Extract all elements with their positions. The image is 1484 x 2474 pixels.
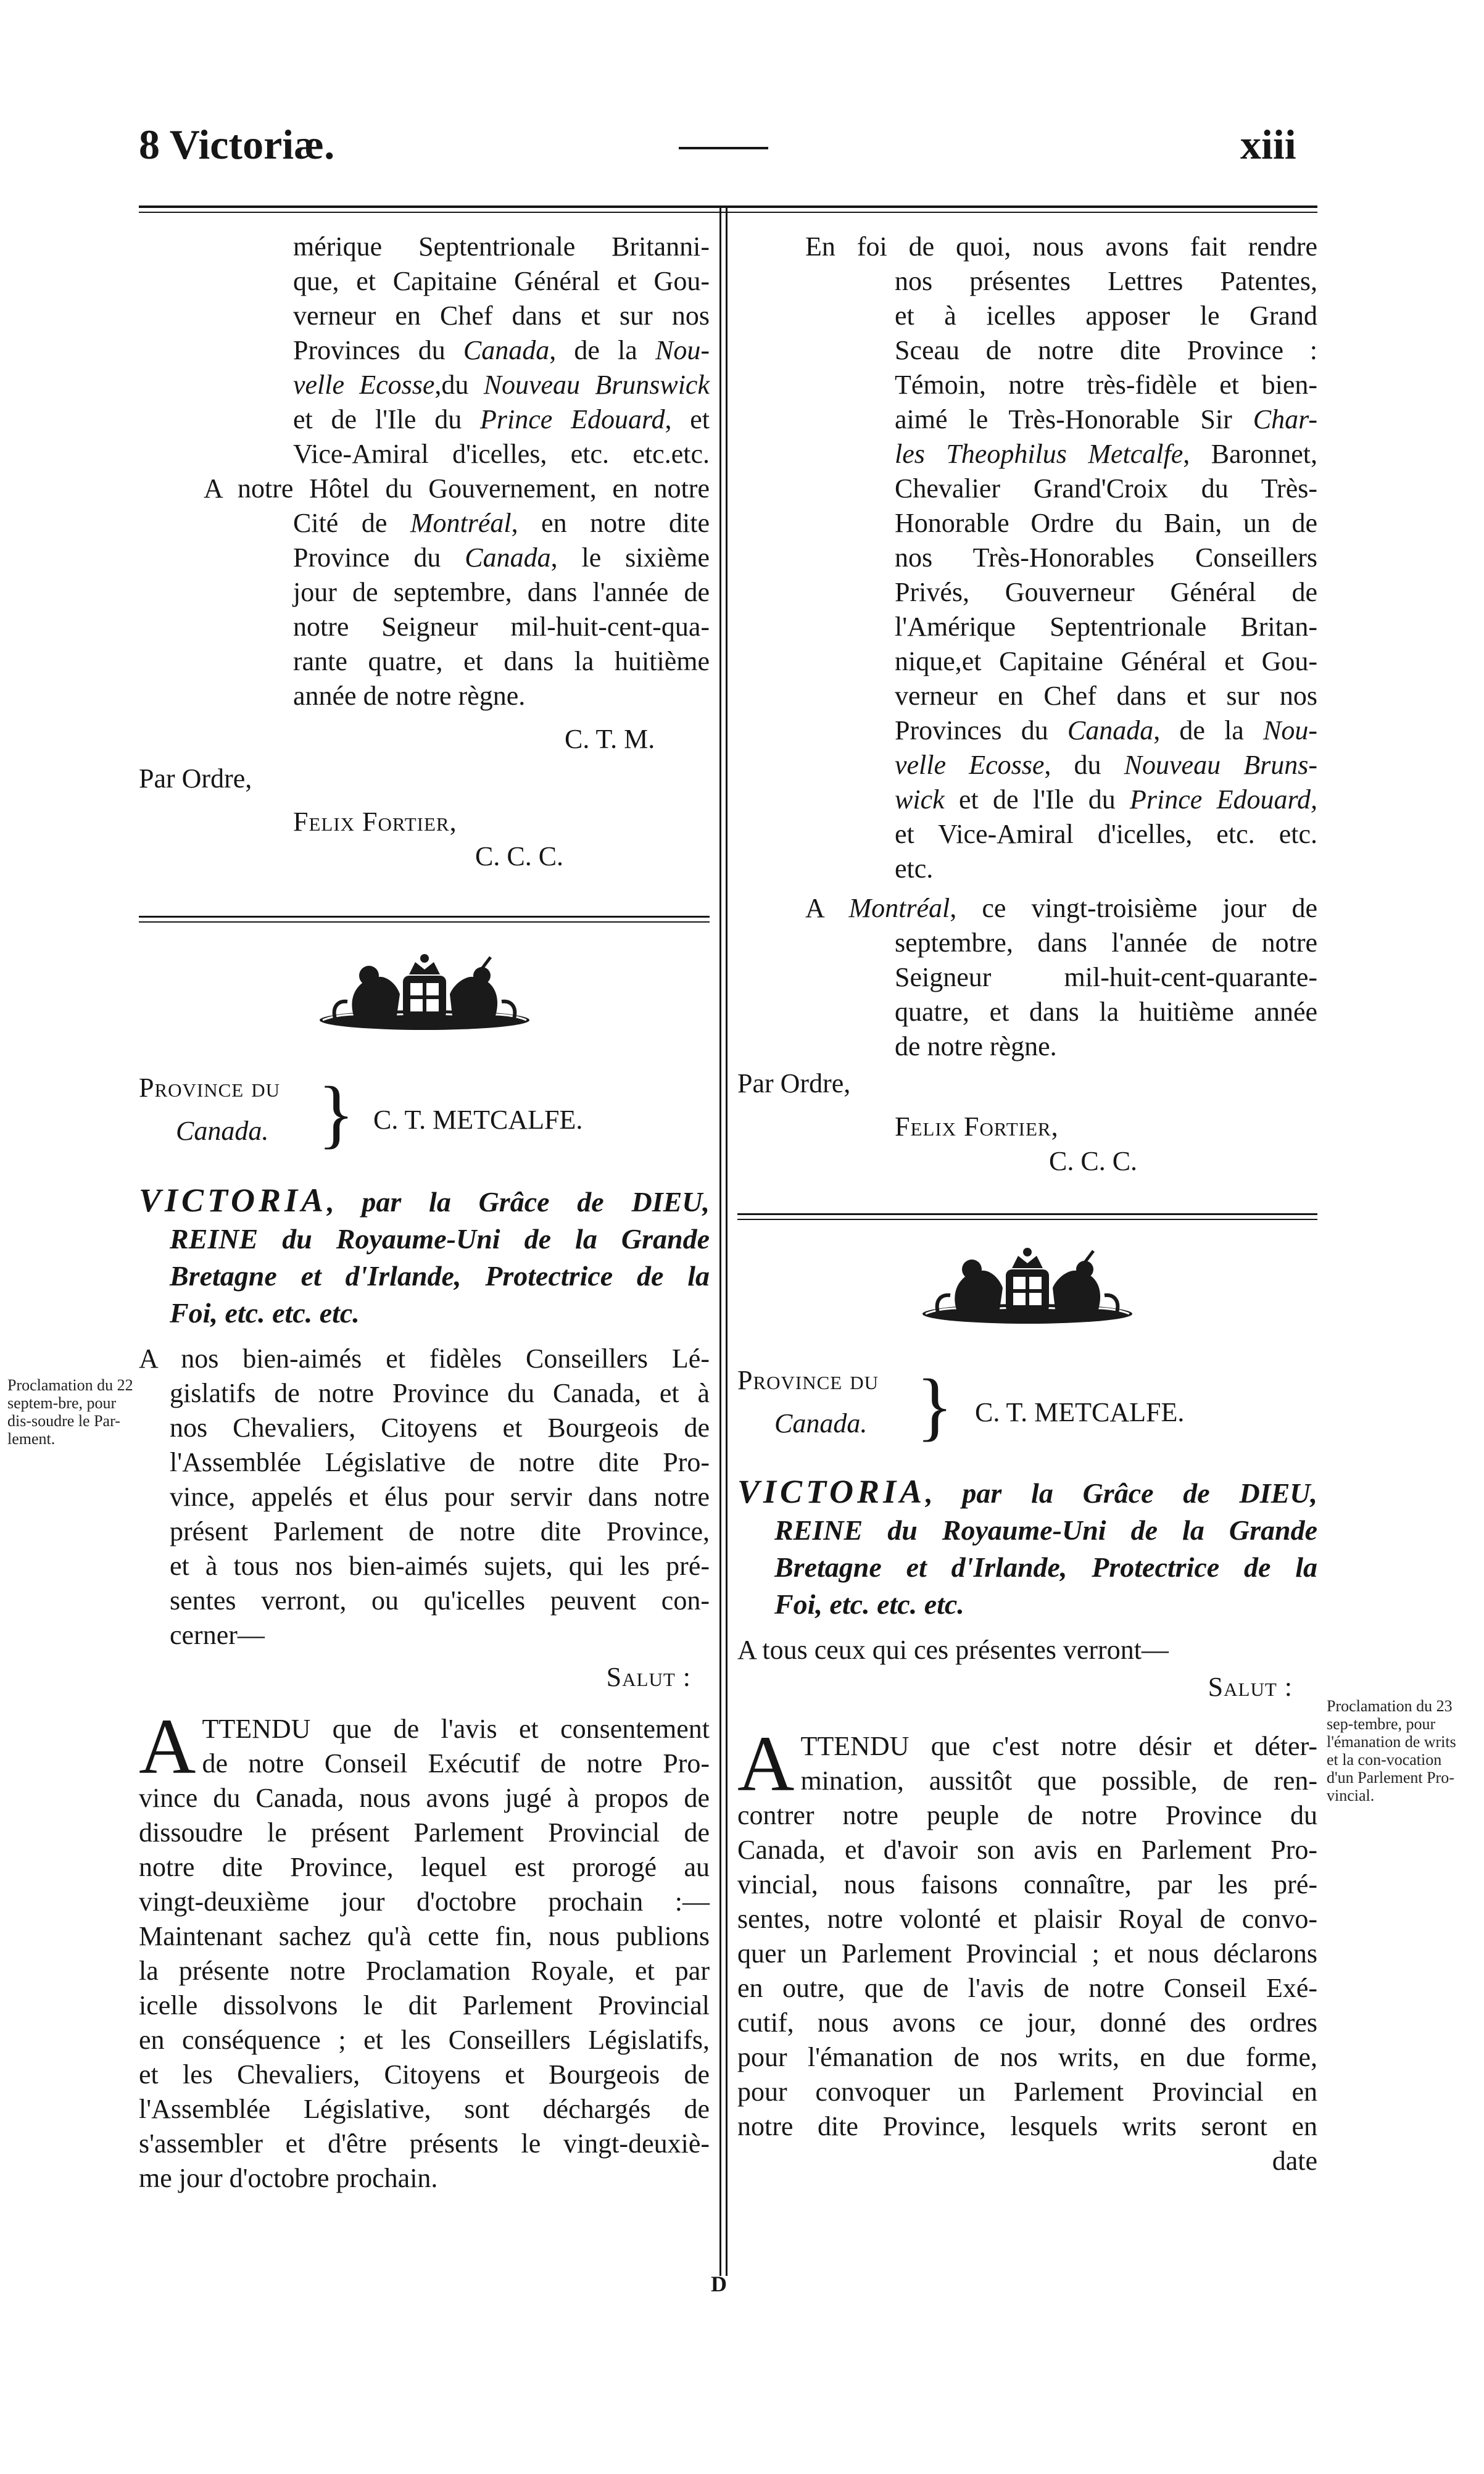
- text-line: A Montréal, ce vingt-troisième jour de: [805, 893, 1317, 923]
- brace: }: [318, 1071, 355, 1156]
- witness-clause: [737, 230, 1317, 886]
- right-column: [737, 230, 1317, 2178]
- text-line: TTENDU que c'est notre désir et déter-: [800, 1731, 1317, 1761]
- text-line: nos Très-Honorables Conseillers: [895, 542, 1317, 573]
- text-line: velle Ecosse, du Nouveau Bruns-: [895, 750, 1318, 780]
- text-line: l'Assemblée Législative, sont déchargés de: [139, 2094, 710, 2124]
- victoria-title: VICTORIA, par la Grâce de DIEU, REINE du Royaume-Uni de la Grande Bretagne et d'Irlande, Protectrice de la Foi, etc. etc. etc.: [139, 1182, 710, 1329]
- text-line: cerner—: [170, 1620, 265, 1650]
- left-column: [139, 230, 710, 2196]
- header-rule: [139, 205, 1317, 208]
- proclamation-body: [737, 1720, 1317, 2178]
- text-line: pour convoquer un Parlement Provincial en: [737, 2077, 1317, 2107]
- header-dash: [679, 147, 768, 149]
- given-at-block: [139, 471, 710, 713]
- page-number: xiii: [1240, 121, 1296, 168]
- signer-name: Felix Fortier,: [895, 1111, 1059, 1142]
- text-line: de notre Conseil Exécutif de notre Pro-: [202, 1748, 710, 1779]
- page-header: [0, 0, 1484, 210]
- section-rule: [139, 916, 710, 923]
- text-line: verneur en Chef dans et sur nos: [293, 301, 710, 331]
- text-line: me jour d'octobre prochain.: [139, 2163, 438, 2193]
- text-line: En foi de quoi, nous avons fait rendre: [805, 231, 1317, 262]
- proclamation-continuation: [139, 230, 710, 471]
- text-line: etc.: [895, 853, 934, 884]
- proclamation-body: [139, 1703, 710, 2196]
- initials: C. T. M.: [565, 724, 655, 754]
- text-line: Province du Canada, le sixième: [293, 542, 710, 573]
- text-line: septembre, dans l'année de notre: [895, 928, 1317, 958]
- text-line: vince, appelés et élus pour servir dans notre: [170, 1482, 710, 1512]
- text-line: TTENDU que de l'avis et consentement: [202, 1714, 710, 1744]
- royal-arms-emblem: [139, 951, 710, 1044]
- catchword: date: [1272, 2146, 1317, 2176]
- signature-mark: D: [711, 2272, 727, 2296]
- drop-cap: A: [737, 1720, 795, 1808]
- text-line: vince du Canada, nous avons jugé à propos de: [139, 1783, 710, 1813]
- header-rule-thin: [139, 212, 1317, 213]
- text-line: Provinces du Canada, de la Nou-: [293, 335, 710, 365]
- address-line: A tous ceux qui ces présentes verront—: [737, 1635, 1169, 1665]
- text-line: et de l'Ile du Prince Edouard, et: [293, 404, 710, 434]
- text-line: en conséquence ; et les Conseillers Législatifs,: [139, 2025, 710, 2055]
- text-line: année de notre règne.: [293, 681, 526, 711]
- text-line: A nos bien-aimés et fidèles Conseillers Lé-: [139, 1343, 710, 1374]
- text-line: Seigneur mil-huit-cent-quarante-: [895, 962, 1317, 992]
- text-line: Sceau de notre dite Province :: [895, 335, 1317, 365]
- margin-note-right: Proclamation du 23 sep-tembre, pour l'émanation de writs et la con-vocation d'un Parlement Pro-vincial.: [1327, 1697, 1456, 1804]
- given-at-block: [737, 891, 1317, 1064]
- text-line: notre dite Province, lequel est prorogé au: [139, 1852, 710, 1882]
- text-line: en outre, que de l'avis de notre Conseil Exé-: [737, 1973, 1317, 2003]
- running-title: 8 Victoriæ.: [139, 121, 335, 168]
- text-line: cutif, nous avons ce jour, donné des ordres: [737, 2007, 1317, 2038]
- text-line: l'Assemblée Législative de notre dite Pro-: [170, 1447, 710, 1477]
- text-line: de notre règne.: [895, 1031, 1057, 1061]
- text-line: et à tous nos bien-aimés sujets, qui les pré-: [170, 1551, 710, 1581]
- text-line: quatre, et dans la huitième année: [895, 997, 1317, 1027]
- text-line: nique,et Capitaine Général et Gou-: [895, 646, 1317, 676]
- text-line: contrer notre peuple de notre Province du: [737, 1800, 1317, 1830]
- salut: Salut :: [1208, 1672, 1293, 1702]
- text-line: wick et de l'Ile du Prince Edouard,: [895, 784, 1318, 815]
- drop-cap: A: [139, 1703, 196, 1790]
- text-line: mination, aussitôt que possible, de ren-: [800, 1766, 1317, 1796]
- text-line: vingt-deuxième jour d'octobre prochain :—: [139, 1887, 710, 1917]
- text-line: sentes, notre volonté et plaisir Royal de convo-: [737, 1904, 1317, 1934]
- text-line: pour l'émanation de nos writs, en due forme,: [737, 2042, 1317, 2072]
- text-line: les Theophilus Metcalfe, Baronnet,: [895, 439, 1317, 469]
- text-line: jour de septembre, dans l'année de: [293, 577, 710, 607]
- salut: Salut :: [606, 1662, 691, 1692]
- text-line: Honorable Ordre du Bain, un de: [895, 508, 1317, 538]
- text-line: quer un Parlement Provincial ; et nous déclarons: [737, 1938, 1317, 1969]
- victoria-title: VICTORIA, par la Grâce de DIEU, REINE du Royaume-Uni de la Grande Bretagne et d'Irlande, Protectrice de la Foi, etc. etc. etc.: [737, 1473, 1317, 1620]
- par-ordre: Par Ordre,: [737, 1068, 851, 1098]
- column-divider-2: [726, 205, 727, 2276]
- text-line: aimé le Très-Honorable Sir Char-: [895, 404, 1317, 434]
- signer-title: C. C. C.: [475, 841, 564, 871]
- province-heading: [139, 1071, 710, 1163]
- text-line: Chevalier Grand'Croix du Très-: [895, 473, 1317, 504]
- text-line: et les Chevaliers, Citoyens et Bourgeois de: [139, 2059, 710, 2090]
- text-line: A notre Hôtel du Gouvernement, en notre: [204, 473, 710, 504]
- text-line: Canada, et d'avoir son avis en Parlement Pro-: [737, 1835, 1317, 1865]
- text-line: la présente notre Proclamation Royale, et par: [139, 1956, 710, 1986]
- canada-label: Canada.: [774, 1408, 868, 1438]
- text-line: icelle dissolvons le dit Parlement Provincial: [139, 1990, 710, 2020]
- text-line: et Vice-Amiral d'icelles, etc. etc.: [895, 819, 1317, 849]
- text-line: Provinces du Canada, de la Nou-: [895, 715, 1317, 745]
- text-line: nos Chevaliers, Citoyens et Bourgeois de: [170, 1413, 710, 1443]
- royal-arms-emblem: [737, 1245, 1317, 1337]
- address-paragraph: [139, 1342, 710, 1653]
- text-line: mérique Septentrionale Britanni-: [293, 231, 710, 262]
- text-line: s'assembler et d'être présents le vingt-deuxiè-: [139, 2128, 710, 2159]
- province-label: Province du: [737, 1365, 879, 1395]
- text-line: vincial, nous faisons connaître, par les pré-: [737, 1869, 1317, 1899]
- text-line: dissoudre le présent Parlement Provincial de: [139, 1817, 710, 1848]
- text-line: l'Amérique Septentrionale Britan-: [895, 612, 1317, 642]
- text-line: Vice-Amiral d'icelles, etc. etc.etc.: [293, 439, 710, 469]
- text-line: verneur en Chef dans et sur nos: [895, 681, 1317, 711]
- province-label: Province du: [139, 1073, 281, 1103]
- text-line: Cité de Montréal, en notre dite: [293, 508, 710, 538]
- signer-title: C. C. C.: [1049, 1146, 1138, 1176]
- par-ordre: Par Ordre,: [139, 763, 252, 794]
- text-line: velle Ecosse,du Nouveau Brunswick: [293, 370, 710, 400]
- text-line: Maintenant sachez qu'à cette fin, nous publions: [139, 1921, 710, 1951]
- text-line: rante quatre, et dans la huitième: [293, 646, 710, 676]
- text-line: Témoin, notre très-fidèle et bien-: [895, 370, 1317, 400]
- signer-name: Felix Fortier,: [293, 807, 457, 837]
- text-line: nos présentes Lettres Patentes,: [895, 266, 1317, 296]
- governor-name: C. T. METCALFE.: [373, 1105, 583, 1135]
- text-line: et à icelles apposer le Grand: [895, 301, 1317, 331]
- text-line: que, et Capitaine Général et Gou-: [293, 266, 710, 296]
- text-line: gislatifs de notre Province du Canada, et à: [170, 1378, 710, 1408]
- canada-label: Canada.: [176, 1116, 269, 1146]
- text-line: présent Parlement de notre dite Province,: [170, 1516, 710, 1546]
- margin-note-left: Proclamation du 22 septem-bre, pour dis-soudre le Par-lement.: [7, 1376, 133, 1448]
- province-heading: [737, 1363, 1317, 1456]
- column-divider: [719, 205, 721, 2276]
- text-line: notre Seigneur mil-huit-cent-qua-: [293, 612, 710, 642]
- section-rule: [737, 1213, 1317, 1220]
- brace: }: [916, 1364, 953, 1448]
- text-line: notre dite Province, lesquels writs seront en: [737, 2111, 1317, 2141]
- governor-name: C. T. METCALFE.: [975, 1397, 1185, 1427]
- text-line: sentes verront, ou qu'icelles peuvent con-: [170, 1585, 710, 1616]
- text-line: Privés, Gouverneur Général de: [895, 577, 1317, 607]
